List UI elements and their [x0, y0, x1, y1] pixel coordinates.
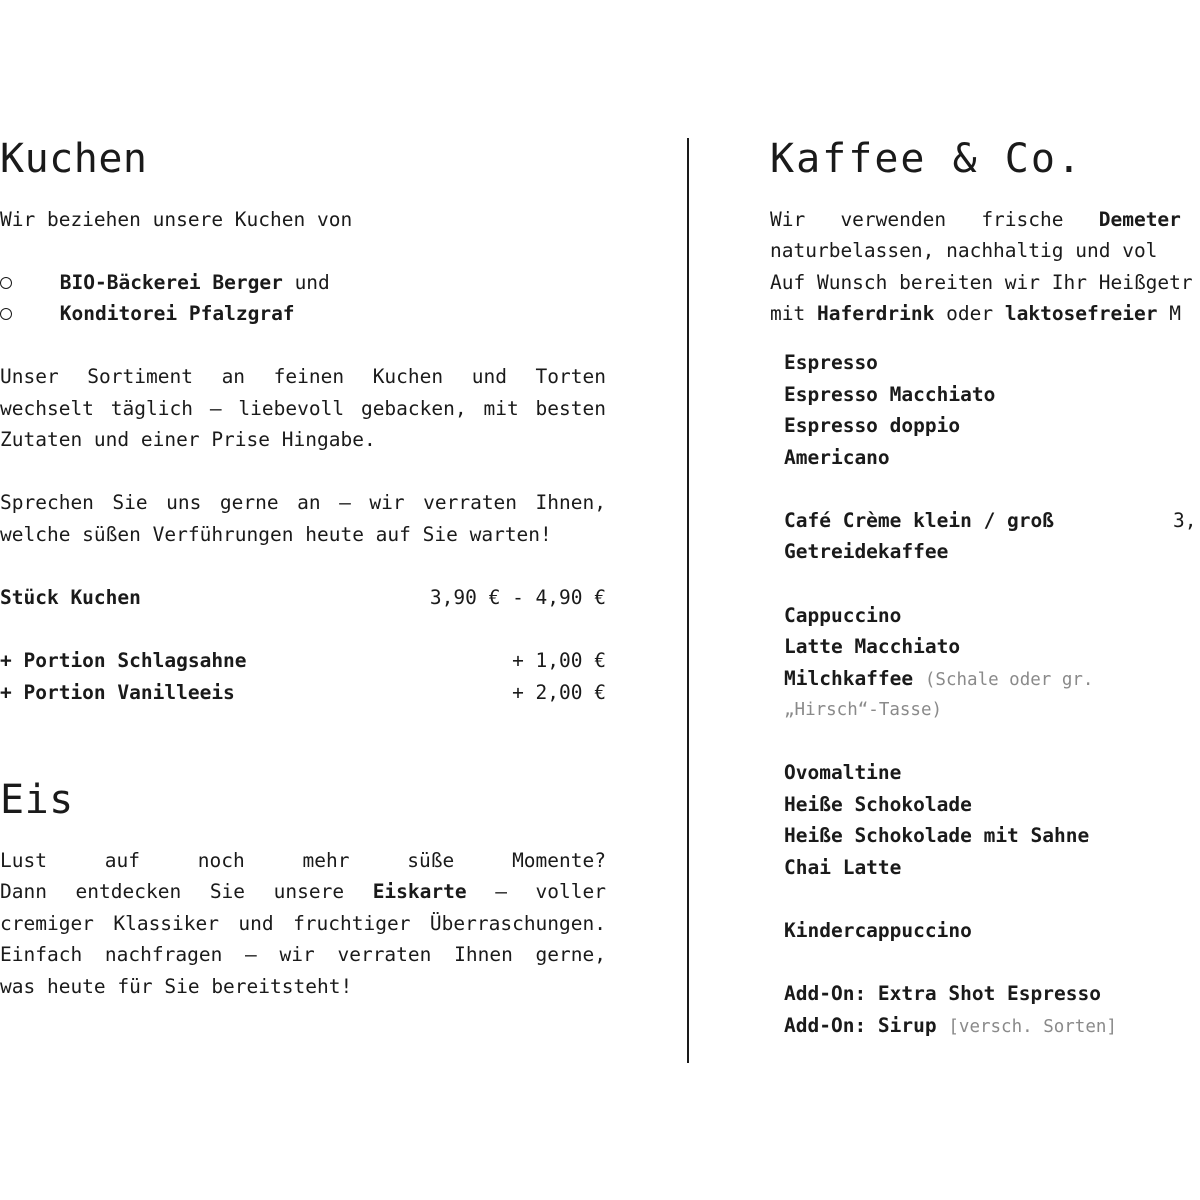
- milchkaffee-note: (Schale oder gr.: [924, 670, 1094, 690]
- item-price: 3,90 € - 4,90 €: [429, 586, 606, 609]
- addon-item: Add-On: Extra Shot Espresso: [784, 982, 1101, 1005]
- menu-item: Cappuccino: [784, 604, 902, 627]
- kaffee-intro-line: Wir verwenden frische Demeter: [770, 208, 1181, 231]
- supplier-name: Konditorei Pfalzgraf: [59, 302, 295, 325]
- price-row-extra: [0, 677, 606, 709]
- eiskarte-text: Eiskarte: [372, 880, 467, 903]
- menu-item: Café Crème klein / groß: [784, 509, 1055, 532]
- kaffee-intro-line: mit Haferdrink oder laktosefreier M: [770, 302, 1181, 325]
- menu-item: Kindercappuccino: [784, 919, 972, 942]
- menu-item: Americano: [784, 446, 890, 469]
- menu-item: Milchkaffee (Schale oder gr.: [784, 667, 1094, 690]
- kuchen-para1-line: Unser Sortiment an feinen Kuchen und Torten: [0, 365, 606, 388]
- column-divider: [687, 138, 689, 1063]
- menu-item: Ovomaltine: [784, 761, 902, 784]
- item-label: Stück Kuchen: [0, 586, 141, 609]
- extra-label: + Portion Schlagsahne: [0, 649, 247, 672]
- extra-price: + 1,00 €: [512, 649, 606, 672]
- kuchen-heading: Kuchen: [0, 136, 148, 182]
- kuchen-para2-line: Sprechen Sie uns gerne an – wir verraten Ihnen,: [0, 491, 606, 514]
- menu-item: Espresso: [784, 351, 878, 374]
- eis-line: Lust auf noch mehr süße Momente?: [0, 849, 606, 872]
- menu-item: Getreidekaffee: [784, 540, 949, 563]
- kuchen-para1-line: wechselt täglich – liebevoll gebacken, mit besten: [0, 397, 606, 420]
- price-row-extra: [0, 645, 606, 677]
- circle-bullet-icon: [0, 277, 12, 289]
- eis-heading: Eis: [0, 777, 74, 823]
- addon-note: [versch. Sorten]: [948, 1017, 1117, 1037]
- circle-bullet-icon: [0, 308, 12, 320]
- eis-line: cremiger Klassiker und fruchtiger Überraschungen.: [0, 912, 606, 935]
- menu-item: Espresso doppio: [784, 414, 961, 437]
- kuchen-para1-line: Zutaten und einer Prise Hingabe.: [0, 428, 376, 451]
- menu-item-price: 3,: [1173, 509, 1197, 532]
- addon-item: Add-On: Sirup [versch. Sorten]: [784, 1014, 1117, 1037]
- kaffee-intro-line: Auf Wunsch bereiten wir Ihr Heißgetr: [770, 271, 1193, 294]
- kuchen-para2-line: welche süßen Verführungen heute auf Sie warten!: [0, 523, 552, 546]
- supplier-suffix: und: [294, 271, 330, 294]
- eis-line: Einfach nachfragen – wir verraten Ihnen gerne,: [0, 943, 606, 966]
- price-row-stueck-kuchen: [0, 582, 606, 614]
- kaffee-intro-line: naturbelassen, nachhaltig und vol: [770, 239, 1158, 262]
- extra-label: + Portion Vanilleeis: [0, 681, 235, 704]
- menu-item: Heiße Schokolade mit Sahne: [784, 824, 1090, 847]
- eis-line: was heute für Sie bereitsteht!: [0, 975, 353, 998]
- menu-item: Espresso Macchiato: [784, 383, 996, 406]
- supplier-name: BIO-Bäckerei Berger: [59, 271, 283, 294]
- supplier-item: [0, 267, 330, 299]
- extra-price: + 2,00 €: [512, 681, 606, 704]
- milchkaffee-note: „Hirsch“-Tasse): [784, 700, 943, 720]
- eis-line: Dann entdecken Sie unsere Eiskarte – voller: [0, 880, 606, 903]
- menu-item: Heiße Schokolade: [784, 793, 972, 816]
- kuchen-intro: Wir beziehen unsere Kuchen von: [0, 208, 353, 231]
- supplier-item: [0, 298, 295, 330]
- menu-item: Chai Latte: [784, 856, 902, 879]
- menu-item: Latte Macchiato: [784, 635, 961, 658]
- kaffee-heading: Kaffee & Co.: [770, 136, 1083, 182]
